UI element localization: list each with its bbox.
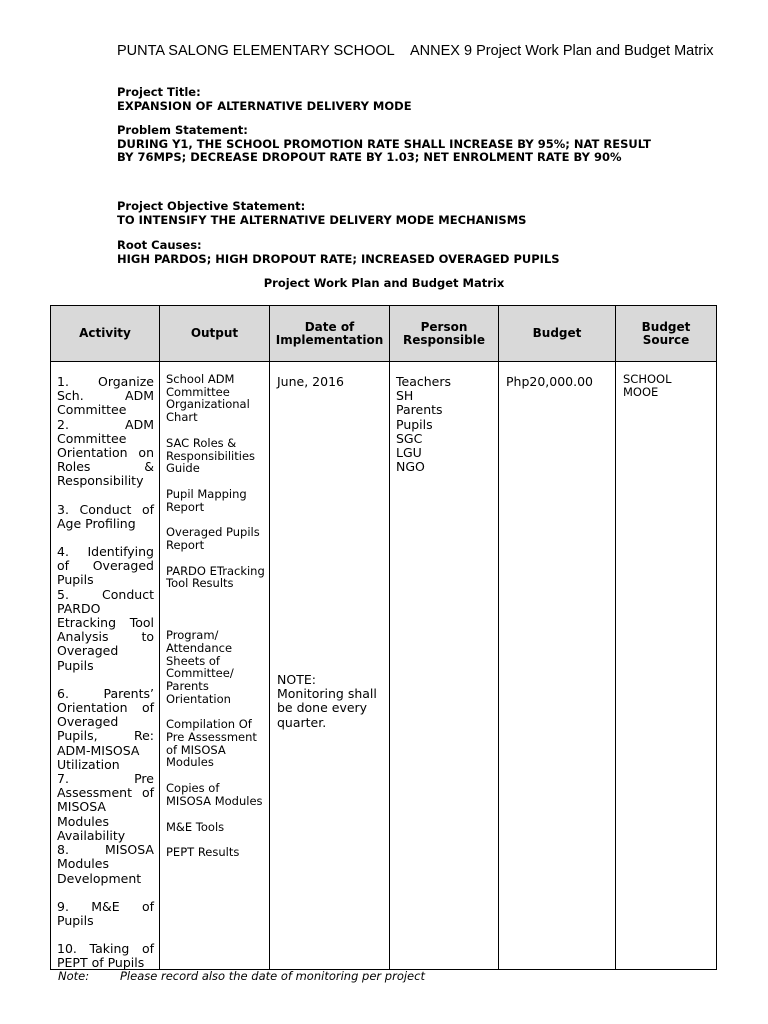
header-budget: Budget bbox=[532, 326, 582, 341]
problem-statement-block bbox=[117, 124, 662, 165]
column-divider bbox=[498, 306, 499, 969]
objective-block bbox=[117, 200, 662, 227]
activity-item: 3. Conduct of Age Profiling bbox=[57, 501, 154, 531]
footer-note-text: Please record also the date of monitoring per project bbox=[120, 969, 425, 983]
date-cell: June, 2016 bbox=[277, 374, 344, 389]
root-causes-value: HIGH PARDOS; HIGH DROPOUT RATE; INCREASED OVERAGED PUPILS bbox=[117, 251, 560, 266]
output-item: Pupil Mapping Report bbox=[166, 486, 247, 514]
person-item: Teachers bbox=[396, 374, 451, 389]
activity-cell bbox=[57, 375, 154, 971]
output-item: PEPT Results bbox=[166, 845, 240, 860]
activity-item: 9. M&E of Pupils bbox=[57, 898, 154, 928]
person-item: Parents bbox=[396, 402, 443, 418]
budget-source-cell: SCHOOL MOOE bbox=[623, 372, 672, 399]
problem-statement-value: DURING Y1, THE SCHOOL PROMOTION RATE SHALL INCREASE BY 95%; NAT RESULT BY 76MPS; DECREASE DROPOUT RATE BY 1.03; NET ENROLMENT RATE BY 90% bbox=[117, 136, 651, 164]
annex-title: ANNEX 9 Project Work Plan and Budget Matrix bbox=[410, 43, 714, 59]
activity-item: 8. MISOSA Modules Development bbox=[57, 842, 154, 886]
column-divider bbox=[159, 306, 160, 969]
header-activity: Activity bbox=[79, 326, 131, 341]
person-item: LGU bbox=[396, 445, 422, 461]
table-header-row bbox=[51, 306, 716, 362]
problem-statement-label: Problem Statement: bbox=[117, 123, 248, 137]
activity-item: 4. Identifying of Overaged Pupils bbox=[57, 544, 154, 588]
header-person: Person Responsible bbox=[403, 319, 485, 347]
monitoring-note: NOTE: Monitoring shall be done every quarter. bbox=[277, 672, 377, 730]
column-divider bbox=[615, 306, 616, 969]
header-source: Budget Source bbox=[641, 319, 691, 347]
output-item: School ADM Committee Organizational Chart bbox=[166, 372, 250, 425]
budget-cell: Php20,000.00 bbox=[506, 374, 594, 389]
column-divider bbox=[269, 306, 270, 969]
output-item: Copies of MISOSA Modules bbox=[166, 781, 263, 808]
project-title-value: EXPANSION OF ALTERNATIVE DELIVERY MODE bbox=[117, 98, 412, 113]
output-item: PARDO ETracking Tool Results bbox=[166, 563, 265, 591]
activity-item: 1. Organize Sch. ADM Committee bbox=[57, 374, 154, 418]
activity-item: 10. Taking of PEPT of Pupils bbox=[57, 941, 154, 971]
person-item: NGO bbox=[396, 459, 425, 475]
person-cell bbox=[396, 375, 496, 474]
activity-item: 7. Pre Assessment of MISOSA Modules Availability bbox=[57, 771, 154, 843]
project-title-label: Project Title: bbox=[117, 85, 201, 99]
root-causes-block bbox=[117, 239, 662, 266]
work-plan-table bbox=[50, 305, 717, 970]
person-item: SH bbox=[396, 388, 414, 404]
output-item: Program/ Attendance Sheets of Committee/ Parents Orientation bbox=[166, 628, 234, 706]
table-title: Project Work Plan and Budget Matrix bbox=[263, 276, 505, 290]
activity-item: 6. Parents’ Orientation of Overaged Pupils, Re: ADM-MISOSA Utilization bbox=[57, 685, 154, 772]
activity-item: 2. ADM Committee Orientation on Roles & Responsibility bbox=[57, 416, 154, 489]
footer-note-label: Note: bbox=[58, 969, 90, 983]
root-causes-label: Root Causes: bbox=[117, 238, 202, 252]
objective-value: TO INTENSIFY THE ALTERNATIVE DELIVERY MODE MECHANISMS bbox=[117, 212, 527, 227]
person-item: SGC bbox=[396, 430, 423, 446]
output-item: Overaged Pupils Report bbox=[166, 525, 260, 553]
footer-note bbox=[58, 969, 425, 983]
school-name: PUNTA SALONG ELEMENTARY SCHOOL bbox=[117, 43, 395, 59]
header-output: Output bbox=[190, 326, 239, 341]
output-item: SAC Roles & Responsibilities Guide bbox=[166, 435, 256, 476]
column-divider bbox=[389, 306, 390, 969]
output-cell bbox=[166, 373, 266, 859]
header-date: Date of Implementation bbox=[275, 319, 384, 347]
output-item: Compilation Of Pre Assessment of MISOSA Modules bbox=[166, 717, 257, 770]
project-title-block bbox=[117, 86, 662, 113]
objective-label: Project Objective Statement: bbox=[117, 199, 306, 213]
output-item: M&E Tools bbox=[166, 819, 225, 834]
person-item: Pupils bbox=[396, 416, 433, 432]
activity-item: 5. Conduct PARDO Etracking Tool Analysis to Overaged Pupils bbox=[57, 586, 154, 673]
